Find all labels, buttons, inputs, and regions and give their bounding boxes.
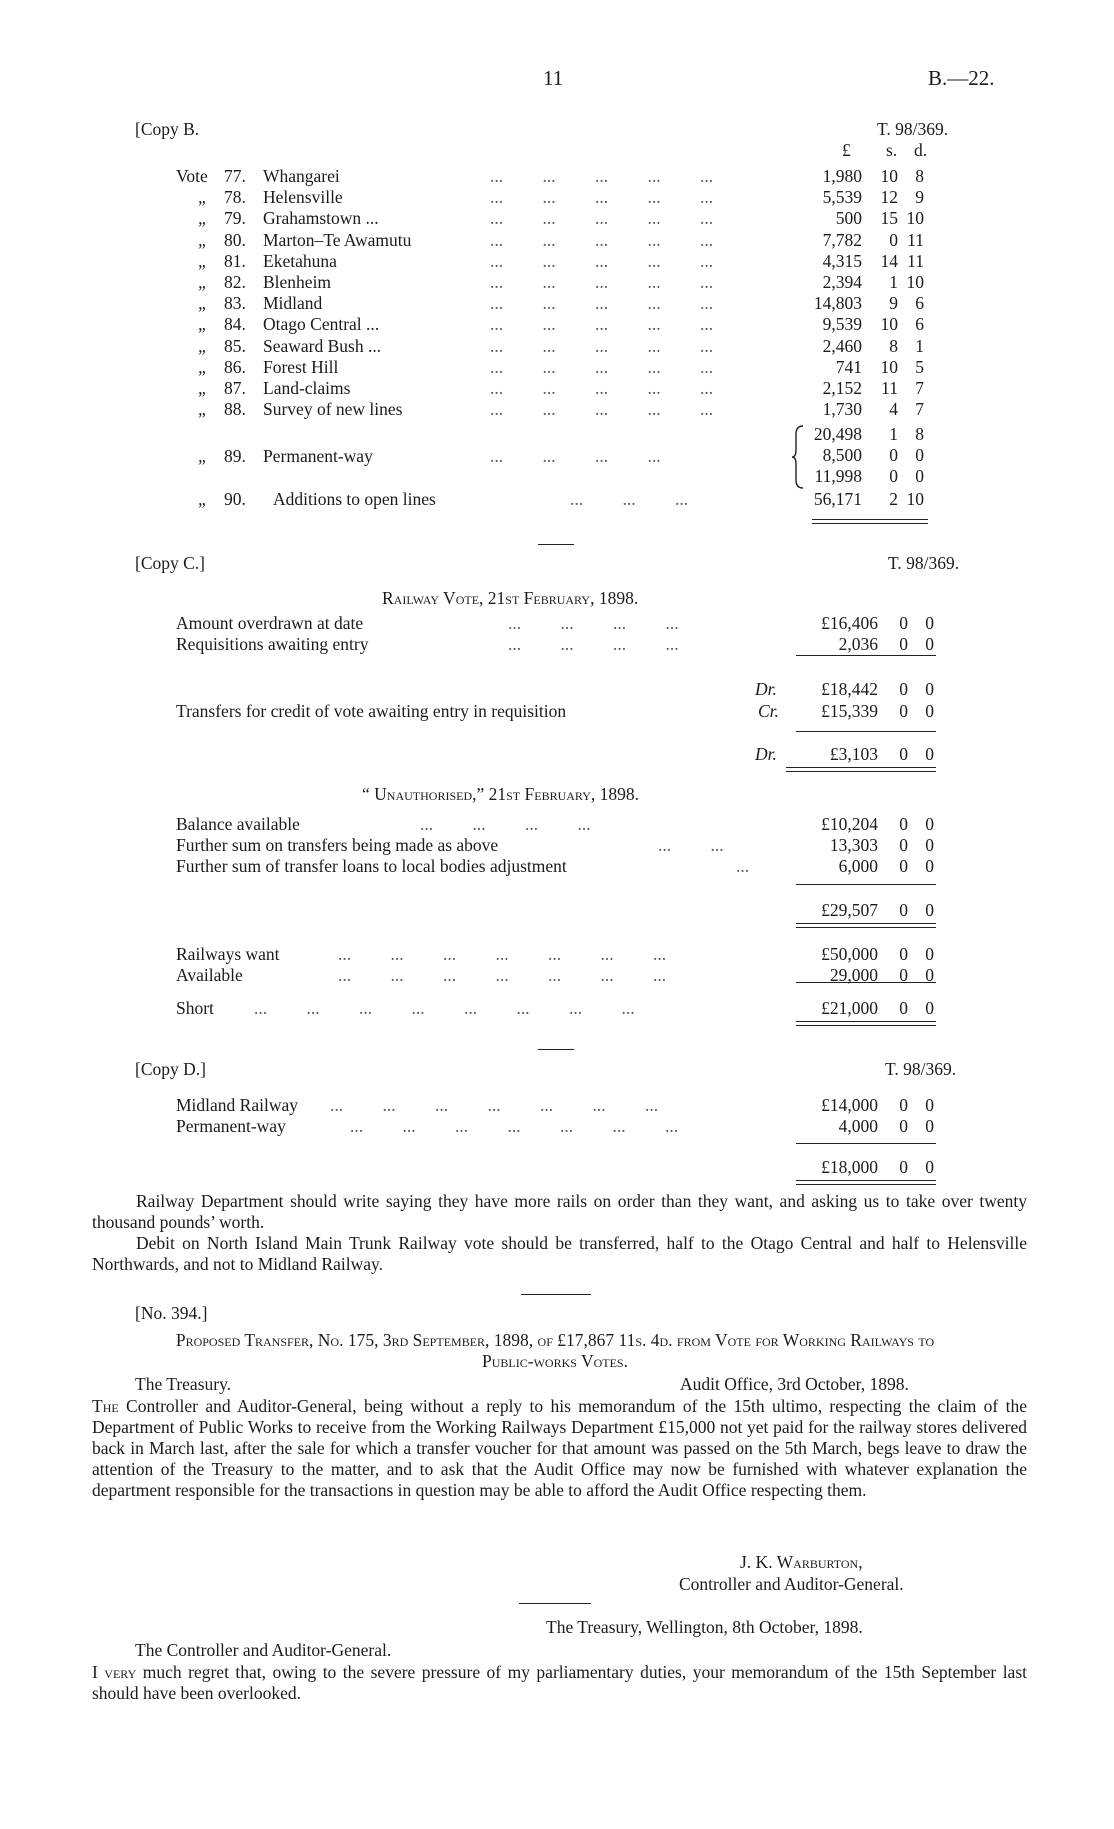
section-divider xyxy=(538,1049,574,1050)
amount-pence: 11 xyxy=(907,230,924,250)
ditto-mark: „ xyxy=(198,378,208,398)
ledger-label: Short xyxy=(176,998,214,1018)
leader-dots: ... ... ... ... ... ... ... ... xyxy=(254,998,635,1018)
debit-tag: Dr. xyxy=(755,744,777,764)
amount-pence: 0 xyxy=(925,998,934,1018)
amount-pounds: 7,782 xyxy=(822,230,862,250)
ledger-label: Permanent-way xyxy=(176,1116,286,1136)
amount-pence: 0 xyxy=(925,1116,934,1136)
amount-shillings: 9 xyxy=(889,293,898,313)
ditto-mark: „ xyxy=(198,251,208,271)
vote-name: Land-claims xyxy=(263,378,351,398)
debit-tag: Dr. xyxy=(755,679,777,699)
amount-shillings: 1 xyxy=(889,272,898,292)
vote-number: 77. xyxy=(224,166,246,186)
document-reference: B.—22. xyxy=(928,66,995,90)
amount-pounds: 9,539 xyxy=(822,314,862,334)
ledger-label: Railways want xyxy=(176,944,280,964)
amount-shillings: 1 xyxy=(889,424,898,444)
leader-dots: ... ... ... ... ... xyxy=(490,399,714,419)
opening-word: I very xyxy=(92,1662,137,1682)
railway-vote-heading: Railway Vote, 21st February, 1898. xyxy=(382,588,639,608)
amount-pounds: 741 xyxy=(835,357,862,377)
ditto-mark: „ xyxy=(198,187,208,207)
section-divider xyxy=(538,544,574,545)
leader-dots: ... ... ... ... ... ... ... xyxy=(338,965,667,985)
vote-number: 82. xyxy=(224,272,246,292)
amount-pence: 0 xyxy=(925,856,934,876)
memorandum-body xyxy=(92,1396,1027,1501)
amount-shillings: 0 xyxy=(889,466,898,486)
shillings-column-head: s. xyxy=(886,140,898,160)
amount-shillings: 0 xyxy=(889,445,898,465)
amount-pence: 10 xyxy=(906,208,924,228)
amount-pence: 10 xyxy=(906,489,924,509)
amount-pounds: £10,204 xyxy=(821,814,878,834)
amount-shillings: 12 xyxy=(880,187,898,207)
copy-c-label: [Copy C.] xyxy=(135,553,205,573)
ledger-label: Further sum on transfers being made as above xyxy=(176,835,499,855)
amount-shillings: 0 xyxy=(889,230,898,250)
amount-shillings: 2 xyxy=(889,489,898,509)
amount-shillings: 10 xyxy=(880,314,898,334)
amount-shillings: 0 xyxy=(899,679,908,699)
vote-number: 80. xyxy=(224,230,246,250)
vote-number: 84. xyxy=(224,314,246,334)
amount-pounds: 5,539 xyxy=(822,187,862,207)
vote-name: Helensville xyxy=(263,187,343,207)
amount-shillings: 0 xyxy=(899,1116,908,1136)
amount-pounds: £29,507 xyxy=(821,900,878,920)
double-rule xyxy=(786,767,936,772)
ditto-mark: „ xyxy=(198,293,208,313)
vote-number: 83. xyxy=(224,293,246,313)
amount-pence: 5 xyxy=(915,357,924,377)
amount-pounds: 4,000 xyxy=(838,1116,878,1136)
amount-pence: 9 xyxy=(915,187,924,207)
amount-pence: 0 xyxy=(925,744,934,764)
amount-shillings: 11 xyxy=(881,378,898,398)
vote-number: 81. xyxy=(224,251,246,271)
copy-b-label: [Copy B. xyxy=(135,119,200,139)
copy-c-reference: T. 98/369. xyxy=(888,553,960,573)
reply-body xyxy=(92,1662,1027,1704)
amount-shillings: 0 xyxy=(899,701,908,721)
amount-pounds: 2,036 xyxy=(838,634,878,654)
leader-dots: ... ... ... ... ... xyxy=(490,336,714,356)
ledger-label: Requisitions awaiting entry xyxy=(176,634,369,654)
leader-dots: ... ... ... xyxy=(570,489,689,509)
amount-shillings: 0 xyxy=(899,965,908,985)
amount-shillings: 4 xyxy=(889,399,898,419)
leader-dots: ... ... ... ... ... xyxy=(490,378,714,398)
leader-dots: ... ... ... ... ... ... ... xyxy=(338,944,667,964)
note-paragraph: Railway Department should write saying they have more rails on order than they want, and asking us to take over twenty thousand pounds’ worth. xyxy=(92,1191,1027,1232)
amount-pence: 1 xyxy=(915,336,924,356)
leader-dots: ... ... ... ... ... xyxy=(490,314,714,334)
rule xyxy=(796,731,936,732)
leader-dots: ... ... ... ... ... xyxy=(490,208,714,228)
amount-pence: 8 xyxy=(915,166,924,186)
amount-pence: 7 xyxy=(915,378,924,398)
amount-pence: 6 xyxy=(915,293,924,313)
amount-shillings: 0 xyxy=(899,856,908,876)
credit-line-text: Transfers for credit of vote awaiting entry in requisition xyxy=(176,701,567,721)
reply-addressee: The Controller and Auditor-General. xyxy=(135,1640,392,1660)
amount-pence: 10 xyxy=(906,272,924,292)
leader-dots: ... ... ... ... ... ... ... xyxy=(350,1116,679,1136)
amount-pounds: 11,998 xyxy=(814,466,862,486)
amount-pence: 0 xyxy=(915,466,924,486)
amount-shillings: 0 xyxy=(899,814,908,834)
vote-name: Survey of new lines xyxy=(263,399,403,419)
signature-name: J. K. Warburton, xyxy=(740,1552,863,1572)
ditto-mark: „ xyxy=(198,314,208,334)
copy-d-label: [Copy D.] xyxy=(135,1059,206,1079)
ditto-mark: „ xyxy=(198,446,208,466)
amount-shillings: 0 xyxy=(899,613,908,633)
vote-name: Forest Hill xyxy=(263,357,339,377)
double-rule xyxy=(796,1021,936,1026)
section-divider xyxy=(519,1603,591,1604)
vote-number: 89. xyxy=(224,446,246,466)
vote-name: Blenheim xyxy=(263,272,332,292)
page-number: 11 xyxy=(543,66,564,90)
ledger-label: Further sum of transfer loans to local bodies adjustment xyxy=(176,856,567,876)
opening-word: The xyxy=(92,1396,119,1416)
copy-b-reference: T. 98/369. xyxy=(877,119,949,139)
leader-dots: ... ... xyxy=(658,835,724,855)
ditto-mark: „ xyxy=(198,399,208,419)
reply-sender-date: The Treasury, Wellington, 8th October, 1898. xyxy=(546,1617,863,1637)
amount-pounds: 500 xyxy=(835,208,862,228)
sender-date: Audit Office, 3rd October, 1898. xyxy=(680,1374,909,1394)
double-rule xyxy=(812,519,928,524)
ledger-label: Amount overdrawn at date xyxy=(176,613,364,633)
vote-name: Marton–Te Awamutu xyxy=(263,230,412,250)
ditto-mark: „ xyxy=(198,272,208,292)
ditto-mark: „ xyxy=(198,230,208,250)
amount-shillings: 15 xyxy=(880,208,898,228)
addressee: The Treasury. xyxy=(135,1374,232,1394)
copy-d-reference: T. 98/369. xyxy=(885,1059,957,1079)
double-rule xyxy=(796,923,936,928)
ledger-label: Available xyxy=(176,965,243,985)
amount-pence: 6 xyxy=(915,314,924,334)
leader-dots: ... ... ... ... xyxy=(508,634,679,654)
amount-pounds: 1,980 xyxy=(822,166,862,186)
leader-dots: ... ... ... ... ... ... ... xyxy=(330,1095,659,1115)
amount-pence: 0 xyxy=(915,445,924,465)
rule xyxy=(796,884,936,885)
vote-word: Vote xyxy=(176,166,208,186)
vote-name: Additions to open lines xyxy=(273,489,436,509)
double-rule xyxy=(796,1180,936,1185)
leader-dots: ... ... ... ... xyxy=(420,814,591,834)
leader-dots: ... xyxy=(736,856,750,876)
vote-number: 90. xyxy=(224,489,246,509)
amount-shillings: 8 xyxy=(889,336,898,356)
leader-dots: ... ... ... ... ... xyxy=(490,272,714,292)
leader-dots: ... ... ... ... xyxy=(508,613,679,633)
amount-pence: 0 xyxy=(925,679,934,699)
amount-shillings: 0 xyxy=(899,634,908,654)
vote-number: 78. xyxy=(224,187,246,207)
vote-number: 86. xyxy=(224,357,246,377)
amount-pence: 0 xyxy=(925,900,934,920)
pence-column-head: d. xyxy=(914,140,928,160)
amount-pence: 0 xyxy=(925,944,934,964)
amount-shillings: 0 xyxy=(899,900,908,920)
ledger-label: Balance available xyxy=(176,814,300,834)
amount-shillings: 0 xyxy=(899,835,908,855)
credit-tag: Cr. xyxy=(758,701,779,721)
amount-shillings: 0 xyxy=(899,998,908,1018)
ditto-mark: „ xyxy=(198,357,208,377)
amount-shillings: 0 xyxy=(899,944,908,964)
amount-pence: 0 xyxy=(925,613,934,633)
amount-pounds: £16,406 xyxy=(821,613,878,633)
amount-pounds: £50,000 xyxy=(821,944,878,964)
amount-pounds: £18,442 xyxy=(821,679,878,699)
amount-pounds: £15,339 xyxy=(821,701,878,721)
amount-pence: 0 xyxy=(925,634,934,654)
amount-pence: 11 xyxy=(907,251,924,271)
document-number: [No. 394.] xyxy=(135,1303,208,1323)
vote-name: Whangarei xyxy=(263,166,340,186)
rule xyxy=(796,655,936,656)
amount-shillings: 0 xyxy=(899,1095,908,1115)
leader-dots: ... ... ... ... ... xyxy=(490,251,714,271)
signature-title: Controller and Auditor-General. xyxy=(679,1574,904,1594)
leader-dots: ... ... ... ... ... xyxy=(490,187,714,207)
amount-pounds: 29,000 xyxy=(829,965,878,985)
amount-pence: 0 xyxy=(925,1157,934,1177)
amount-pence: 0 xyxy=(925,814,934,834)
ditto-mark: „ xyxy=(198,208,208,228)
transfer-title: Proposed Transfer, No. 175, 3rd September, 1898, of £17,867 11s. 4d. from Vote for Working Railways to Public-works Votes. xyxy=(175,1330,935,1371)
ditto-mark: „ xyxy=(198,336,208,356)
vote-name: Permanent-way xyxy=(263,446,373,466)
amount-pounds: £18,000 xyxy=(821,1157,878,1177)
amount-shillings: 14 xyxy=(880,251,898,271)
amount-pounds: £3,103 xyxy=(829,744,878,764)
amount-shillings: 0 xyxy=(899,744,908,764)
amount-pence: 0 xyxy=(925,835,934,855)
amount-pounds: 1,730 xyxy=(822,399,862,419)
amount-pence: 0 xyxy=(925,1095,934,1115)
ledger-label: Midland Railway xyxy=(176,1095,298,1115)
amount-pounds: 20,498 xyxy=(813,424,862,444)
brace xyxy=(791,424,805,490)
vote-number: 88. xyxy=(224,399,246,419)
amount-pounds: 8,500 xyxy=(822,445,862,465)
rule xyxy=(796,1143,936,1144)
vote-name: Eketahuna xyxy=(263,251,337,271)
amount-pounds: 6,000 xyxy=(838,856,878,876)
amount-pounds: 14,803 xyxy=(813,293,862,313)
rule xyxy=(796,982,936,983)
amount-pence: 0 xyxy=(925,965,934,985)
amount-pounds: £21,000 xyxy=(821,998,878,1018)
note-paragraph: Debit on North Island Main Trunk Railway vote should be transferred, half to the Otago Central and half to Helensville Northwards, and not to Midland Railway. xyxy=(92,1233,1027,1274)
ditto-mark: „ xyxy=(198,489,208,509)
vote-number: 85. xyxy=(224,336,246,356)
amount-pounds: 2,152 xyxy=(822,378,862,398)
section-divider xyxy=(521,1294,591,1295)
unauthorised-heading: “ Unauthorised,” 21st February, 1898. xyxy=(362,784,640,804)
amount-pounds: £14,000 xyxy=(821,1095,878,1115)
body-text: Controller and Auditor-General, being without a reply to his memorandum of the 15th ultimo, respecting the claim of the Department of Public Works to receive from the Working Railways Department £15,000 not yet paid for the railway stores delivered back in March last, after the sale for which a transfer voucher for that amount was passed on the 5th March, begs leave to draw the attention of the Treasury to the matter, and to ask that the Audit Office may now be furnished with whatever explanation the department responsible for the transactions in question may be able to afford the Audit Office respecting them. xyxy=(92,1396,1027,1500)
leader-dots: ... ... ... ... ... xyxy=(490,357,714,377)
leader-dots: ... ... ... ... ... xyxy=(490,166,714,186)
vote-number: 79. xyxy=(224,208,246,228)
pounds-column-head: £ xyxy=(842,140,851,160)
vote-name: Grahamstown ... xyxy=(263,208,379,228)
amount-pounds: 56,171 xyxy=(813,489,862,509)
amount-shillings: 10 xyxy=(880,357,898,377)
amount-pounds: 2,460 xyxy=(822,336,862,356)
vote-number: 87. xyxy=(224,378,246,398)
vote-name: Midland xyxy=(263,293,323,313)
leader-dots: ... ... ... ... ... xyxy=(490,230,714,250)
vote-name: Seaward Bush ... xyxy=(263,336,382,356)
body-text: much regret that, owing to the severe pressure of my parliamentary duties, your memorandum of the 15th September last should have been overlooked. xyxy=(92,1662,1028,1703)
amount-pounds: 13,303 xyxy=(829,835,878,855)
vote-name: Otago Central ... xyxy=(263,314,380,334)
amount-pence: 7 xyxy=(915,399,924,419)
amount-pence: 8 xyxy=(915,424,924,444)
amount-pounds: 2,394 xyxy=(822,272,862,292)
amount-shillings: 0 xyxy=(899,1157,908,1177)
amount-shillings: 10 xyxy=(880,166,898,186)
amount-pence: 0 xyxy=(925,701,934,721)
leader-dots: ... ... ... ... ... xyxy=(490,293,714,313)
leader-dots: ... ... ... ... xyxy=(490,446,661,466)
amount-pounds: 4,315 xyxy=(822,251,862,271)
